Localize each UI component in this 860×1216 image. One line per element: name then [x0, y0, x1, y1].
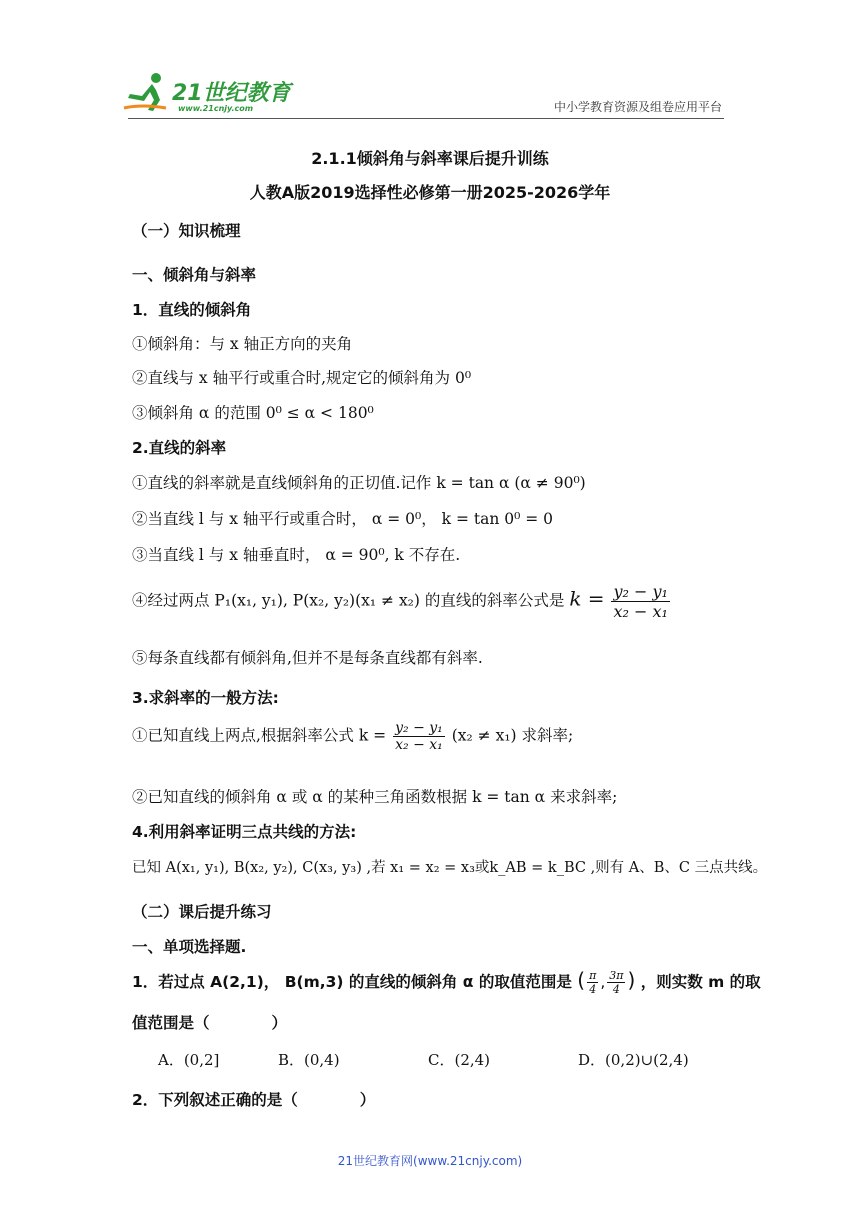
s3-a-tail: (x₂ ≠ x₁) 求斜率;: [451, 726, 574, 745]
s1-1-item-b: ②直线与 x 轴平行或重合时,规定它的倾斜角为 0⁰: [132, 369, 472, 387]
s3-item-a: [132, 720, 573, 753]
q1-frac-2: [607, 969, 625, 996]
q1-option-b[interactable]: B．(0,4): [278, 1051, 340, 1069]
section2-heading: 2.直线的斜率: [132, 439, 227, 457]
doc-title: 2.1.1倾斜角与斜率课后提升训练: [311, 149, 549, 168]
header-platform-text: 中小学教育资源及组卷应用平台: [553, 100, 722, 114]
section1-1-heading: 1．直线的倾斜角: [132, 301, 252, 319]
s1-1-item-a: ①倾斜角：与 x 轴正方向的夹角: [132, 335, 353, 353]
part2-heading: （二）课后提升练习: [132, 903, 272, 921]
question-1: 1．若过点 A(2,1)， B(m,3) 的直线的倾斜角 α 的取值范围是 ( $\frac{\pi}{4}$ , $\frac{3\pi}{4}$ ) ，则实数 m 的取: [132, 968, 761, 996]
s3-a-text: ①已知直线上两点,根据斜率公式 k =: [132, 726, 387, 745]
s3-fraction: [393, 720, 445, 753]
s2-item-b: ②当直线 l 与 x 轴平行或重合时， α = 0⁰， k = tan 0⁰ = 0: [132, 510, 554, 528]
slope-numerator: y₂ − y₁: [613, 582, 668, 601]
s4-item-a: 已知 A(x₁, y₁), B(x₂, y₂), C(x₃, y₃) ,若 x₁ = x₂ = x₃或k_AB = k_BC ,则有 A、B、C 三点共线。: [132, 860, 768, 876]
q1-option-d[interactable]: D．(0,2)∪(2,4): [578, 1051, 689, 1069]
s2-item-d: [132, 582, 672, 621]
s3-denominator: x₂ − x₁: [395, 737, 443, 753]
part1-heading: （一）知识梳理: [132, 222, 241, 240]
s2-d-k: k =: [569, 586, 605, 611]
section3-heading: 3.求斜率的一般方法:: [132, 689, 279, 707]
single-choice-heading: 一、单项选择题.: [132, 938, 247, 956]
site-logo: [122, 68, 292, 120]
slope-formula-fraction: [611, 582, 669, 621]
logo-text: 21世纪教育: [172, 81, 291, 106]
q1-option-c[interactable]: C．(2,4): [428, 1051, 491, 1069]
s2-item-a: ①直线的斜率就是直线倾斜角的正切值.记作 k = tan α (α ≠ 90⁰): [132, 474, 586, 492]
runner-icon: [122, 70, 172, 114]
section4-heading: 4.利用斜率证明三点共线的方法:: [132, 823, 357, 841]
s3-item-b: ②已知直线的倾斜角 α 或 α 的某种三角函数根据 k = tan α 来求斜率;: [132, 788, 618, 806]
s2-item-c: ③当直线 l 与 x 轴垂直时， α = 90⁰, k 不存在.: [132, 546, 461, 564]
s2-d-text: ④经过两点 P₁(x₁, y₁), P(x₂, y₂)(x₁ ≠ x₂) 的直线的斜率公式是: [132, 591, 565, 610]
q1-frac1-den: 4: [589, 983, 597, 996]
s1-1-item-c: ③倾斜角 α 的范围 0⁰ ≤ α < 180⁰: [132, 404, 374, 422]
q1-frac2-den: 4: [612, 983, 620, 996]
doc-subtitle: 人教A版2019选择性必修第一册2025-2026学年: [249, 183, 611, 202]
logo-url: www.21cnjy.com: [178, 104, 254, 113]
q1-option-a[interactable]: A．(0,2]: [158, 1051, 220, 1069]
question-2: 2．下列叙述正确的是（ ）: [132, 1091, 376, 1109]
q1-text-c: 值范围是（ ）: [132, 1014, 288, 1032]
q1-text-b: ，则实数 m 的取: [640, 973, 761, 991]
q1-frac2-num: 3π: [609, 969, 624, 982]
footer-link[interactable]: 21世纪教育网(www.21cnjy.com): [337, 1154, 523, 1168]
q1-text-a: 1．若过点 A(2,1)， B(m,3) 的直线的倾斜角 α 的取值范围是: [132, 973, 572, 991]
s3-numerator: y₂ − y₁: [395, 720, 443, 736]
slope-denominator: x₂ − x₁: [613, 602, 668, 621]
section1-heading: 一、倾斜角与斜率: [132, 266, 257, 284]
q1-frac-1: [587, 969, 598, 996]
s2-item-e: ⑤每条直线都有倾斜角,但并不是每条直线都有斜率.: [132, 649, 483, 667]
header-divider: [128, 118, 724, 119]
q1-frac1-num: π: [589, 969, 597, 982]
